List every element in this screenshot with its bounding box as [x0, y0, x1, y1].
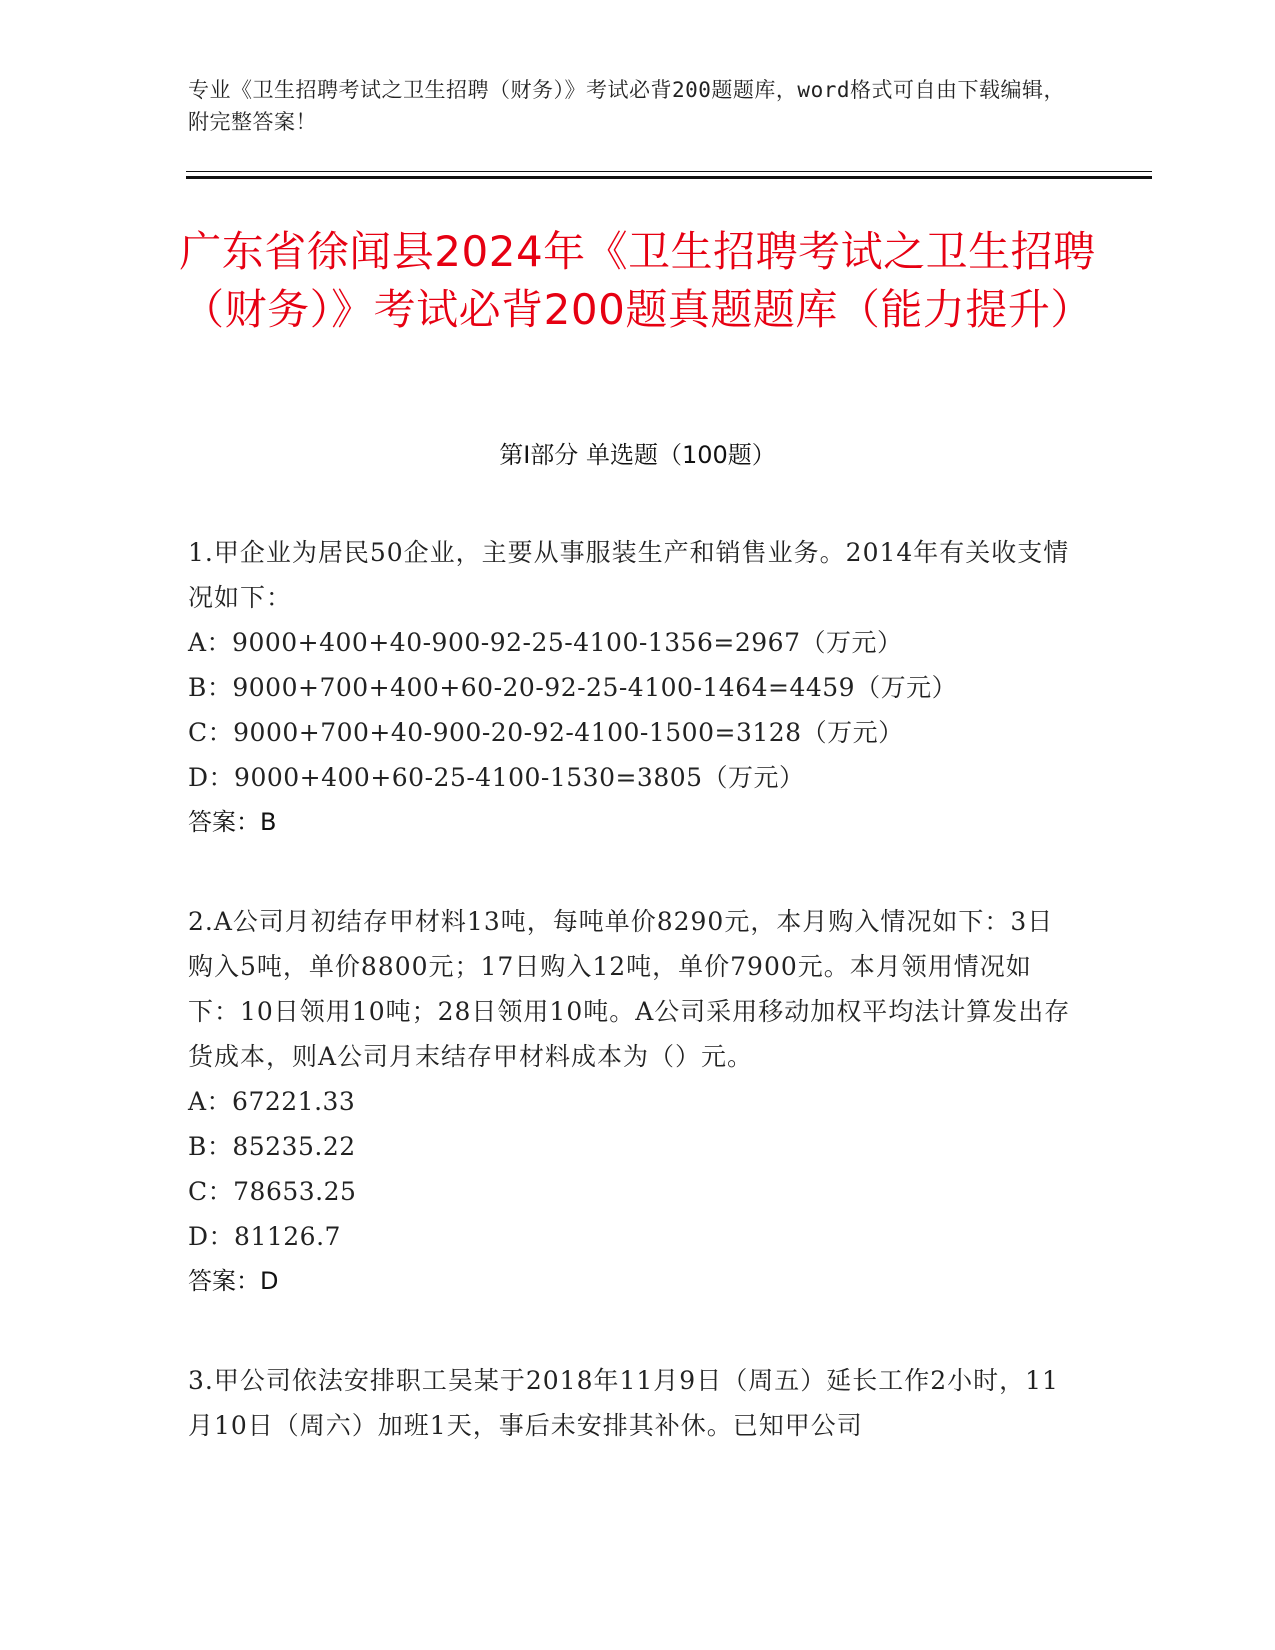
header-rule-thick: [186, 176, 1152, 179]
answer-line: 答案：D: [188, 1267, 279, 1295]
document-title: 广东省徐闻县2024年《卫生招聘考试之卫生招聘（财务）》考试必背200题真题题库（能力提升）: [179, 227, 1096, 334]
question-stem: 2.A公司月初结存甲材料13吨，每吨单价8290元，本月购入情况如下：3日购入5吨，单价8800元；17日购入12吨，单价7900元。本月领用情况如下：10日领用10吨；28日领用10吨。A公司采用移动加权平均法计算发出存货成本，则A公司月末结存甲材料成本为（）元。: [188, 907, 1071, 1071]
header-note: 专业《卫生招聘考试之卫生招聘（财务）》考试必背200题题库，word格式可自由下载编辑，附完整答案！: [188, 78, 1065, 134]
question-list: [188, 530, 1078, 1502]
option-a: A：67221.33: [188, 1087, 356, 1116]
option-c: C：78653.25: [188, 1177, 357, 1206]
option-a: A：9000+400+40-900-92-25-4100-1356=2967（万元）: [188, 628, 903, 657]
section-heading: 第I部分 单选题（100题）: [499, 441, 776, 469]
question-2: [188, 899, 1078, 1304]
option-d: D：81126.7: [188, 1222, 341, 1251]
option-d: D：9000+400+60-25-4100-1530=3805（万元）: [188, 763, 805, 792]
header-rule-thin: [186, 171, 1152, 172]
question-stem: 3.甲公司依法安排职工吴某于2018年11月9日（周五）延长工作2小时，11月10日（周六）加班1天，事后未安排其补休。已知甲公司: [188, 1366, 1059, 1440]
option-c: C：9000+700+40-900-20-92-4100-1500=3128（万元）: [188, 718, 904, 747]
question-stem: 1.甲企业为居民50企业，主要从事服装生产和销售业务。2014年有关收支情况如下：: [188, 538, 1070, 612]
question-3: [188, 1358, 1078, 1448]
option-b: B：9000+700+400+60-20-92-25-4100-1464=4459（万元）: [188, 673, 958, 702]
answer-line: 答案：B: [188, 808, 277, 836]
question-1: [188, 530, 1078, 845]
option-b: B：85235.22: [188, 1132, 356, 1161]
